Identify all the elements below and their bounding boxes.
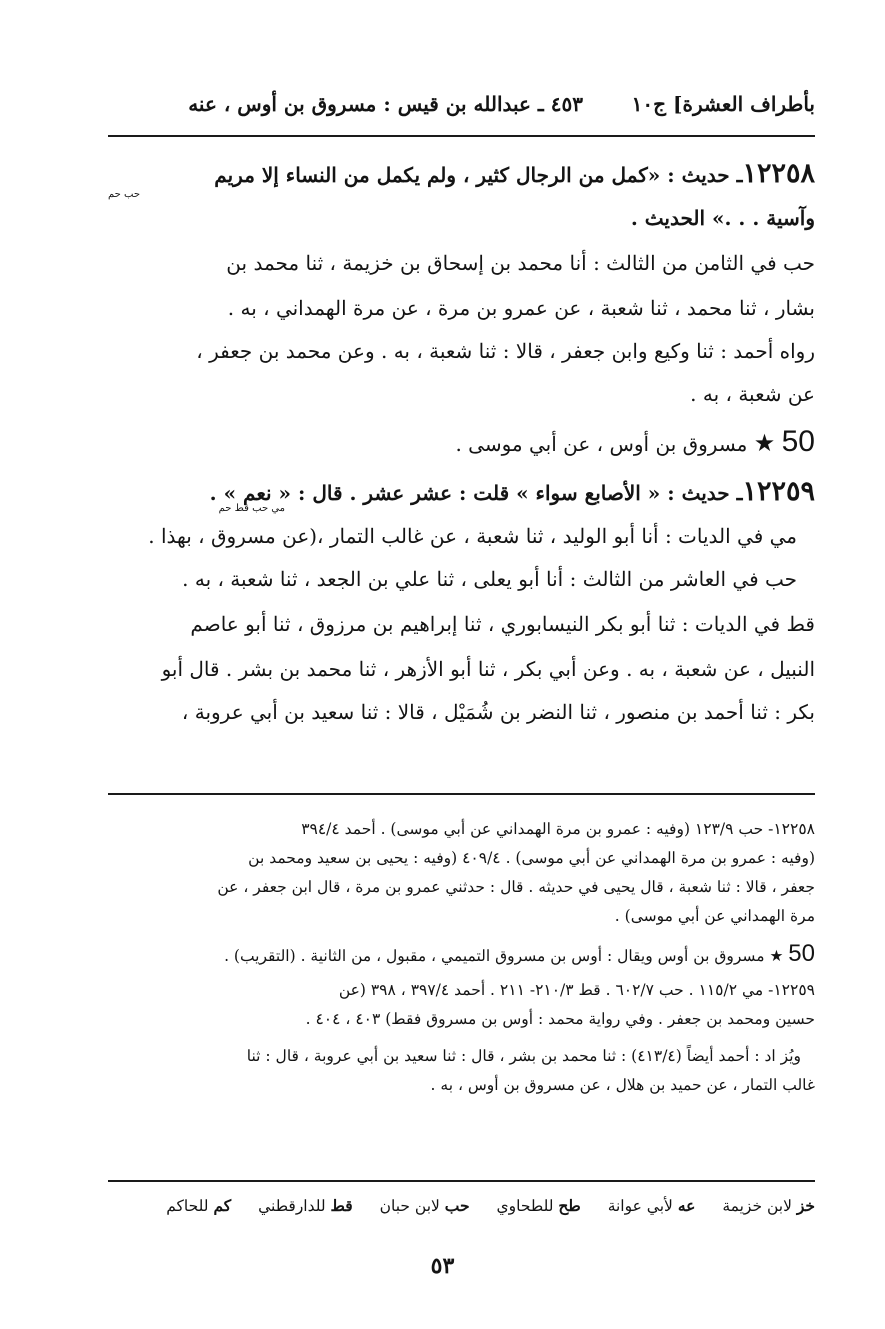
hadith-title-continued [108,197,815,240]
abbreviation-desc: للطحاوي [496,1197,554,1215]
paragraph-line [108,330,815,373]
footnotes [108,815,815,1100]
abbreviation-code: حب [444,1196,470,1215]
abbreviation-desc: لابن خزيمة [722,1197,792,1215]
abbreviation-code: كم [213,1196,232,1215]
text-line: مي في الديات : أنا أبو الوليد ، ثنا شعبة ، عن غالب التمار ،(عن مسروق ، بهذا . [148,524,797,548]
star-icon: ★ [769,947,784,965]
paragraph-line [108,373,815,416]
text-line: بشار ، ثنا محمد ، ثنا شعبة ، عن عمرو بن مرة ، عن مرة الهمداني ، به . [227,296,815,320]
abbreviation-item [166,1197,231,1215]
section-number: 50 [781,425,815,458]
abbreviation-desc: للدارقطني [258,1197,326,1215]
footnote-rule [108,793,815,795]
header-rule [108,135,815,137]
footnote-text: مسروق بن أوس ويقال : أوس بن مسروق التميمي ، مقبول ، من الثانية . (التقريب) . [224,947,765,965]
hadith-12259-heading [108,468,815,515]
text-line: قط في الديات : ثنا أبو بكر النيسابوري ، ثنا إبراهيم بن مرزوق ، ثنا أبو عاصم [190,612,815,636]
text-line: النبيل ، عن شعبة ، به . وعن أبي بكر ، ثنا أبو الأزهر ، ثنا محمد بن بشر . قال أبو [161,657,815,681]
footnote-line: (وفيه : عمرو بن مرة الهمداني عن أبي موسى) . ٤٠٩/٤ (وفيه : يحيى بن سعيد ومحمد بن [248,849,815,867]
abbreviation-rule [108,1180,815,1182]
abbreviation-item [380,1197,470,1215]
text-line: عن شعبة ، به . [690,382,815,406]
paragraph-line [108,648,815,691]
paragraph-line [108,515,815,558]
footnote-line: ويُز اد : أحمد أيضاً (٤١٣/٤) : ثنا محمد بن بشر ، قال : ثنا سعيد بن أبي عروبة ، قال : ثنا [246,1047,801,1065]
narrator-section-heading [108,416,815,468]
abbreviation-code: قط [330,1196,353,1215]
paragraph-line [108,240,815,287]
abbreviation-item [497,1197,581,1215]
paragraph-line [108,601,815,648]
footnote-section-number: 50 [788,940,815,967]
page-number: ٥٣ [430,1253,455,1279]
footnote-line: ١٢٢٥٩- مي ١١٥/٢ . حب ٦٠٢/٧ . قط ٢١٠/٣- ٢١١ . أحمد ٣٩٧/٤ ، ٣٩٨ (عن [338,981,815,999]
star-icon: ★ [753,429,776,457]
abbreviation-item [258,1197,353,1215]
abbreviation-desc: للحاكم [166,1197,209,1215]
hadith-number: ١٢٢٥٩ [742,476,815,507]
abbreviation-desc: لأبي عوانة [607,1197,673,1215]
footnote-line: جعفر ، قالا : ثنا شعبة ، قال يحيى في حديثه . قال : حدثني عمرو بن مرة ، قال ابن جعفر ، عن [217,878,815,896]
text-line: حب في العاشر من الثالث : أنا أبو يعلى ، ثنا علي بن الجعد ، ثنا شعبة ، به . [182,567,797,591]
abbreviation-code: خز [796,1196,815,1215]
footnote-line: حسين ومحمد بن جعفر . وفي رواية محمد : أوس بن مسروق فقط) ٤٠٣ ، ٤٠٤ . [305,1010,815,1028]
abbreviation-item [608,1197,696,1215]
text-line: رواه أحمد : ثنا وكيع وابن جعفر ، قالا : ثنا شعبة ، به . وعن محمد بن جعفر ، [196,339,815,363]
hadith-12258-heading [108,150,815,200]
footnote-line: ١٢٢٥٨- حب ١٢٣/٩ (وفيه : عمرو بن مرة الهمداني عن أبي موسى) . أحمد ٣٩٤/٤ [301,820,815,838]
source-symbols: مي حب قط حم [218,503,285,514]
footnote-line: غالب التمار ، عن حميد بن هلال ، عن مسروق بن أوس ، به . [430,1076,815,1094]
text-line: بكر : ثنا أحمد بن منصور ، ثنا النضر بن شُمَيْل ، قالا : ثنا سعيد بن أبي عروبة ، [181,700,815,724]
footnote-narrator [108,939,815,968]
section-title: مسروق بن أوس ، عن أبي موسى . [455,432,748,456]
hadith-title: ـ حديث : « الأصابع سواء » قلت : عشر عشر . قال : « نعم » . [209,481,743,505]
hadith-title: ـ حديث : «كمل من الرجال كثير ، ولم يكمل من النساء إلا مريم [214,163,743,187]
text-line: حب في الثامن من الثالث : أنا محمد بن إسحاق بن خزيمة ، ثنا محمد بن [226,251,815,275]
hadith-number: ١٢٢٥٨ [742,158,815,189]
abbreviation-code: طح [558,1196,581,1215]
abbreviation-key [108,1196,815,1224]
abbreviation-item [722,1197,815,1215]
header-section-title: ٤٥٣ ـ عبدالله بن قيس : مسروق بن أوس ، عنه [188,92,583,116]
running-header [108,88,815,122]
source-symbols: حب حم [108,189,141,200]
hadith-title-line2: وآسية . . .» الحديث . [630,206,815,230]
abbreviation-code: عه [677,1196,696,1215]
paragraph-line [108,691,815,734]
abbreviation-desc: لابن حبان [379,1197,440,1215]
footnote-line: مرة الهمداني عن أبي موسى) . [614,907,815,925]
header-book-title: بأطراف العشرة] ج١٠ [631,92,815,116]
paragraph-line [108,558,815,601]
main-text [108,150,815,734]
paragraph-line [108,287,815,330]
